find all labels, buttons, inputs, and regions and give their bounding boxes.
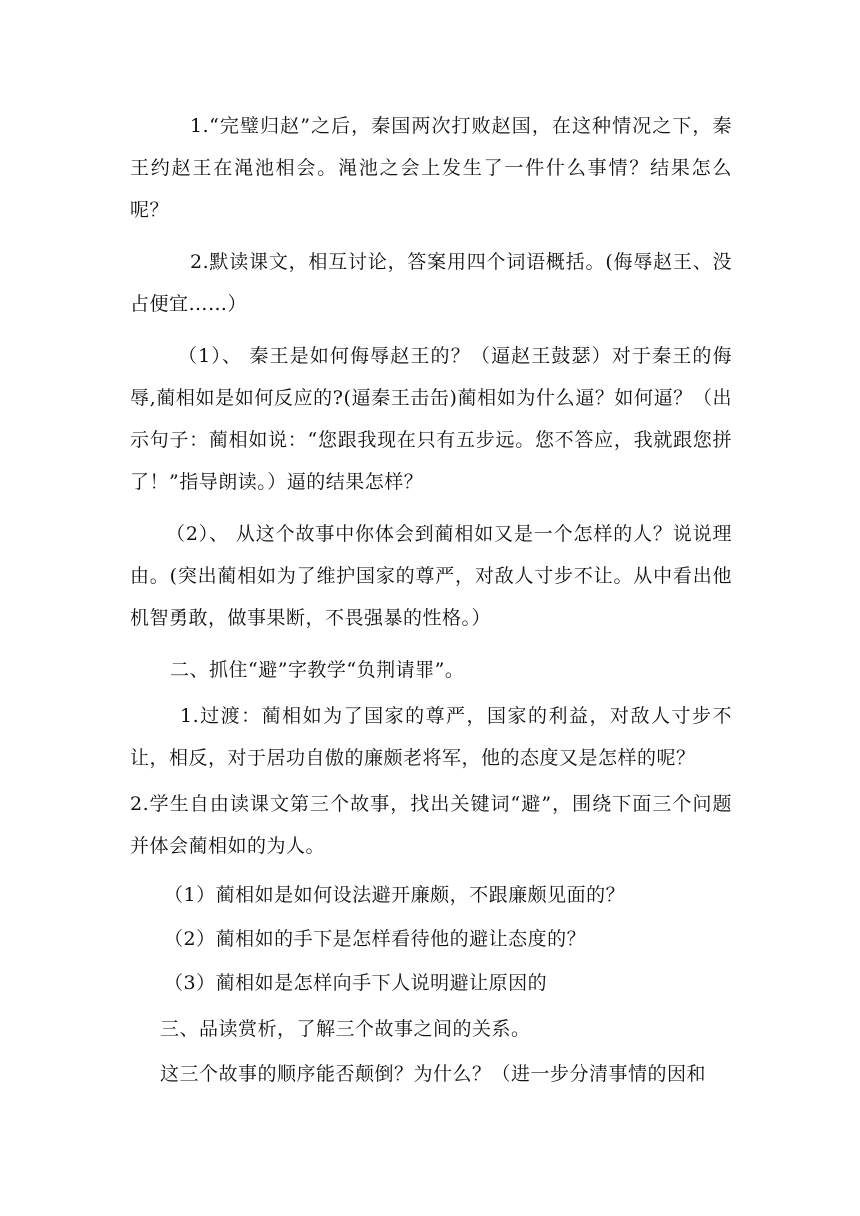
section-heading-2: 二、抓住“避”字教学“负荆请罪”。 [170, 659, 465, 681]
paragraph-question-2: （2）、 从这个故事中你体会到蔺相如又是一个怎样的人？说说理由。(突出蔺相如为了维护国家的尊严，对敌人寸步不让。从中看出他机智勇敢，做事果断，不畏强暴的性格。） [130, 523, 732, 629]
section-heading-3: 三、品读赏析，了解三个故事之间的关系。 [160, 1018, 531, 1040]
paragraph-transition: 1.过渡：蔺相如为了国家的尊严，国家的利益，对敌人寸步不让，相反，对于居功自傲的廉颇老将军，他的态度又是怎样的呢？ [130, 705, 732, 769]
paragraph-silent-reading: 2.默读课文，相互讨论，答案用四个词语概括。(侮辱赵王、没占便宜……） [130, 251, 732, 315]
paragraph-free-reading: 2.学生自由读课文第三个故事，找出关键词“避”，围绕下面三个问题并体会蔺相如的为人。 [130, 793, 732, 857]
list-item-question-2: （2）蔺相如的手下是怎样看待他的避让态度的？ [164, 928, 587, 950]
paragraph-question-1: （1）、 秦王是如何侮辱赵王的？（逼赵王鼓瑟）对于秦王的侮辱,蔺相如是如何反应的?(逼秦王击缶)蔺相如为什么逼？如何逼？（出示句子：蔺相如说：“您跟我现在只有五步远。您不答应，我就跟您拼了！”指导朗读。）逼的结果怎样？ [130, 345, 732, 493]
paragraph-order-question: 这三个故事的顺序能否颠倒？为什么？（进一步分清事情的因和 [160, 1063, 707, 1085]
list-item-question-3: （3）蔺相如是怎样向手下人说明避让原因的 [164, 972, 548, 994]
list-item-question-1: （1）蔺相如是如何设法避开廉颇，不跟廉颇见面的？ [164, 884, 626, 906]
paragraph-mianchi-question: 1.“完璧归赵”之后，秦国两次打败赵国，在这种情况之下，秦王约赵王在渑池相会。渑池之会上发生了一件什么事情？结果怎么呢？ [130, 115, 732, 221]
